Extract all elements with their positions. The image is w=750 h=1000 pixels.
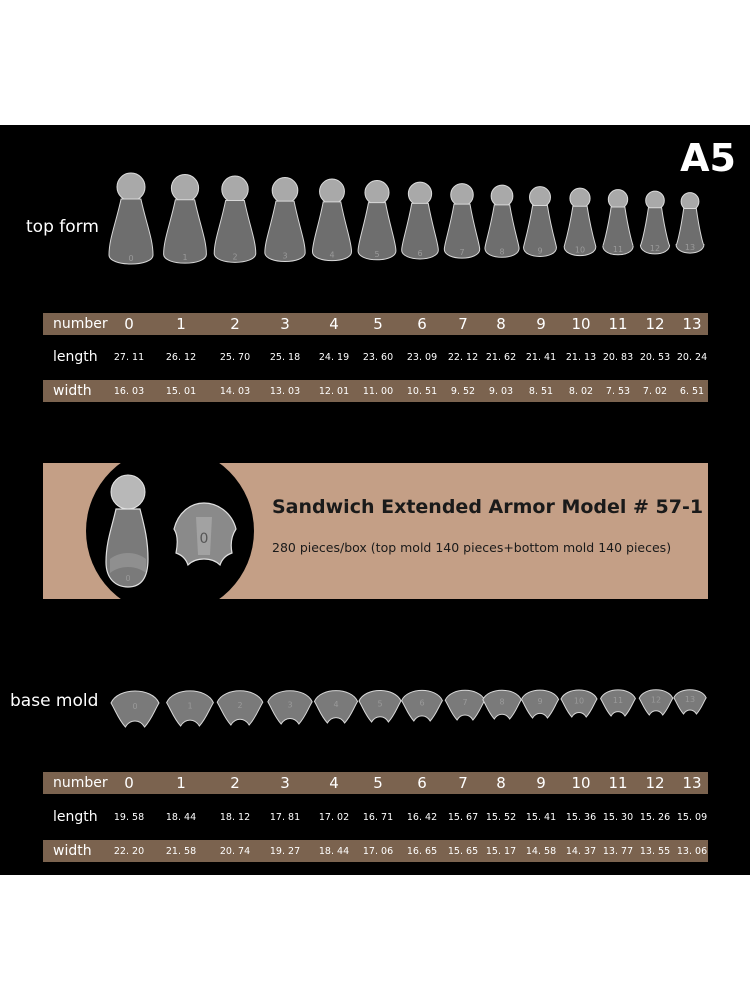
product-panel [0, 125, 750, 875]
banner-title: Sandwich Extended Armor Model # 57-1 [272, 496, 704, 518]
length-cell: 15. 09 [676, 812, 708, 823]
base-mold-tip [268, 691, 312, 724]
banner-subtitle: 280 pieces/box (top mold 140 pieces+bottom mold 140 pieces) [272, 540, 672, 555]
length-cell: 26. 12 [165, 352, 197, 363]
width-cell: 22. 20 [113, 846, 145, 857]
number-cell: 9 [536, 315, 546, 333]
length-cell: 20. 24 [676, 352, 708, 363]
length-cell: 17. 81 [269, 812, 301, 823]
top-width-row [43, 380, 708, 402]
number-cell: 5 [373, 315, 383, 333]
top-form-tip [265, 178, 305, 262]
tip-number: 5 [374, 249, 380, 259]
length-cell: 15. 41 [525, 812, 557, 823]
base-mold-tip [561, 690, 597, 717]
number-cell: 1 [176, 315, 186, 333]
tip-number: 0 [132, 702, 138, 711]
tip-number: 8 [499, 247, 505, 257]
width-cell: 13. 03 [269, 386, 301, 397]
length-cell: 25. 70 [219, 352, 251, 363]
base-mold-label: base mold [10, 691, 99, 711]
number-cell: 9 [536, 774, 546, 792]
tip-number: 2 [232, 252, 238, 262]
tip-number: 10 [574, 245, 586, 255]
length-cell: 15. 26 [639, 812, 671, 823]
tip-number: 5 [377, 699, 383, 709]
tip-number: 1 [182, 253, 188, 263]
width-cell: 15. 17 [485, 846, 517, 857]
width-cell: 18. 44 [318, 846, 350, 857]
tip-number: 11 [612, 244, 624, 254]
tip-number: 1 [187, 701, 193, 711]
base-mold-tip [521, 690, 558, 718]
length-cell: 18. 44 [165, 812, 197, 823]
number-cell: 10 [571, 774, 591, 792]
width-cell: 12. 01 [318, 386, 350, 397]
number-cell: 5 [373, 774, 383, 792]
tip-number: 3 [282, 251, 288, 261]
number-cell: 7 [458, 315, 468, 333]
tip-number: 7 [462, 698, 468, 708]
number-label: number [53, 316, 108, 332]
base-mold-tip [601, 690, 636, 716]
width-label: width [53, 383, 92, 399]
number-cell: 4 [329, 315, 339, 333]
base-mold-tips [100, 677, 720, 737]
model-badge: A5 [680, 136, 736, 180]
top-form-tip [214, 176, 256, 262]
number-cell: 7 [458, 774, 468, 792]
number-cell: 3 [280, 315, 290, 333]
width-cell: 14. 58 [525, 846, 557, 857]
width-cell: 13. 77 [602, 846, 634, 857]
width-cell: 14. 03 [219, 386, 251, 397]
base-mold-tip [674, 690, 706, 714]
length-cell: 21. 13 [565, 352, 597, 363]
number-cell: 8 [496, 315, 506, 333]
number-cell: 12 [645, 315, 665, 333]
top-form-tip [164, 175, 207, 264]
width-cell: 19. 27 [269, 846, 301, 857]
width-cell: 7. 02 [642, 386, 668, 397]
top-form-tip [640, 191, 669, 254]
number-label: number [53, 775, 108, 791]
number-cell: 0 [124, 315, 134, 333]
closeup-base-number: 0 [199, 531, 209, 547]
top-form-tip [564, 188, 596, 255]
number-cell: 0 [124, 774, 134, 792]
number-cell: 2 [230, 315, 240, 333]
base-width-row [43, 840, 708, 862]
length-cell: 15. 36 [565, 812, 597, 823]
length-cell: 27. 11 [113, 352, 145, 363]
width-label: width [53, 843, 92, 859]
tip-number: 9 [537, 697, 543, 707]
top-form-tip [603, 190, 633, 255]
width-cell: 16. 65 [406, 846, 438, 857]
width-cell: 21. 58 [165, 846, 197, 857]
top-form-tip [444, 184, 479, 259]
length-cell: 16. 42 [406, 812, 438, 823]
tip-number: 11 [612, 695, 624, 705]
length-label: length [53, 349, 98, 365]
length-cell: 24. 19 [318, 352, 350, 363]
number-cell: 11 [608, 774, 628, 792]
number-cell: 2 [230, 774, 240, 792]
tip-number: 8 [499, 697, 505, 707]
width-cell: 15. 01 [165, 386, 197, 397]
length-cell: 15. 52 [485, 812, 517, 823]
length-cell: 16. 71 [362, 812, 394, 823]
tip-number: 7 [459, 248, 465, 258]
base-mold-tip [639, 690, 673, 715]
top-form-tips [100, 170, 720, 270]
tip-number: 9 [537, 246, 543, 256]
number-cell: 11 [608, 315, 628, 333]
closeup-top-number: 0 [125, 574, 131, 583]
top-form-tip [676, 193, 704, 253]
length-cell: 18. 12 [219, 812, 251, 823]
width-cell: 11. 00 [362, 386, 394, 397]
base-mold-tip [167, 691, 214, 726]
width-cell: 8. 02 [568, 386, 594, 397]
tip-number: 13 [684, 694, 696, 704]
number-cell: 10 [571, 315, 591, 333]
number-cell: 8 [496, 774, 506, 792]
length-cell: 22. 12 [447, 352, 479, 363]
number-cell: 6 [417, 315, 427, 333]
length-cell: 21. 41 [525, 352, 557, 363]
top-form-tip [485, 185, 519, 257]
base-mold-tip [483, 690, 521, 719]
tip-number: 12 [650, 695, 662, 705]
tip-closeup [86, 447, 254, 615]
width-cell: 13. 55 [639, 846, 671, 857]
tip-number: 10 [573, 696, 585, 706]
tip-number: 4 [329, 250, 335, 260]
base-tip-closeup [174, 503, 236, 565]
number-cell: 13 [682, 315, 702, 333]
length-cell: 21. 62 [485, 352, 517, 363]
base-length-row [43, 806, 708, 828]
width-cell: 8. 51 [528, 386, 554, 397]
number-cell: 13 [682, 774, 702, 792]
top-length-row [43, 346, 708, 368]
number-cell: 12 [645, 774, 665, 792]
length-cell: 17. 02 [318, 812, 350, 823]
width-cell: 9. 52 [450, 386, 476, 397]
width-cell: 10. 51 [406, 386, 438, 397]
top-form-label: top form [26, 217, 99, 237]
tip-number: 12 [649, 243, 661, 253]
width-cell: 16. 03 [113, 386, 145, 397]
width-cell: 17. 06 [362, 846, 394, 857]
base-mold-tip [402, 690, 443, 721]
top-form-tip [524, 187, 557, 257]
tip-number: 2 [237, 700, 243, 710]
width-cell: 7. 53 [605, 386, 631, 397]
tip-number: 6 [417, 248, 423, 258]
length-label: length [53, 809, 98, 825]
length-cell: 25. 18 [269, 352, 301, 363]
length-cell: 15. 30 [602, 812, 634, 823]
width-cell: 20. 74 [219, 846, 251, 857]
tip-number: 6 [419, 698, 425, 708]
base-number-row [43, 772, 708, 794]
width-cell: 15. 65 [447, 846, 479, 857]
tip-number: 0 [128, 254, 134, 263]
number-cell: 3 [280, 774, 290, 792]
number-cell: 1 [176, 774, 186, 792]
base-mold-tip [217, 691, 263, 725]
length-cell: 20. 53 [639, 352, 671, 363]
width-cell: 14. 37 [565, 846, 597, 857]
width-cell: 9. 03 [488, 386, 514, 397]
number-cell: 6 [417, 774, 427, 792]
base-mold-tip [314, 691, 357, 723]
length-cell: 15. 67 [447, 812, 479, 823]
base-mold-tip [359, 691, 401, 723]
tip-number: 13 [684, 243, 696, 253]
number-cell: 4 [329, 774, 339, 792]
top-form-tip [109, 173, 153, 264]
base-mold-tip [445, 690, 485, 720]
width-cell: 6. 51 [679, 386, 705, 397]
length-cell: 20. 83 [602, 352, 634, 363]
top-tip-closeup [106, 475, 148, 587]
top-form-tip [402, 182, 439, 259]
length-cell: 19. 58 [113, 812, 145, 823]
top-form-tip [358, 181, 396, 260]
tip-number: 4 [333, 699, 339, 709]
length-cell: 23. 60 [362, 352, 394, 363]
width-cell: 13. 06 [676, 846, 708, 857]
base-mold-tip [111, 691, 159, 727]
length-cell: 23. 09 [406, 352, 438, 363]
top-form-tip [312, 179, 351, 261]
top-number-row [43, 313, 708, 335]
tip-number: 3 [287, 700, 293, 710]
